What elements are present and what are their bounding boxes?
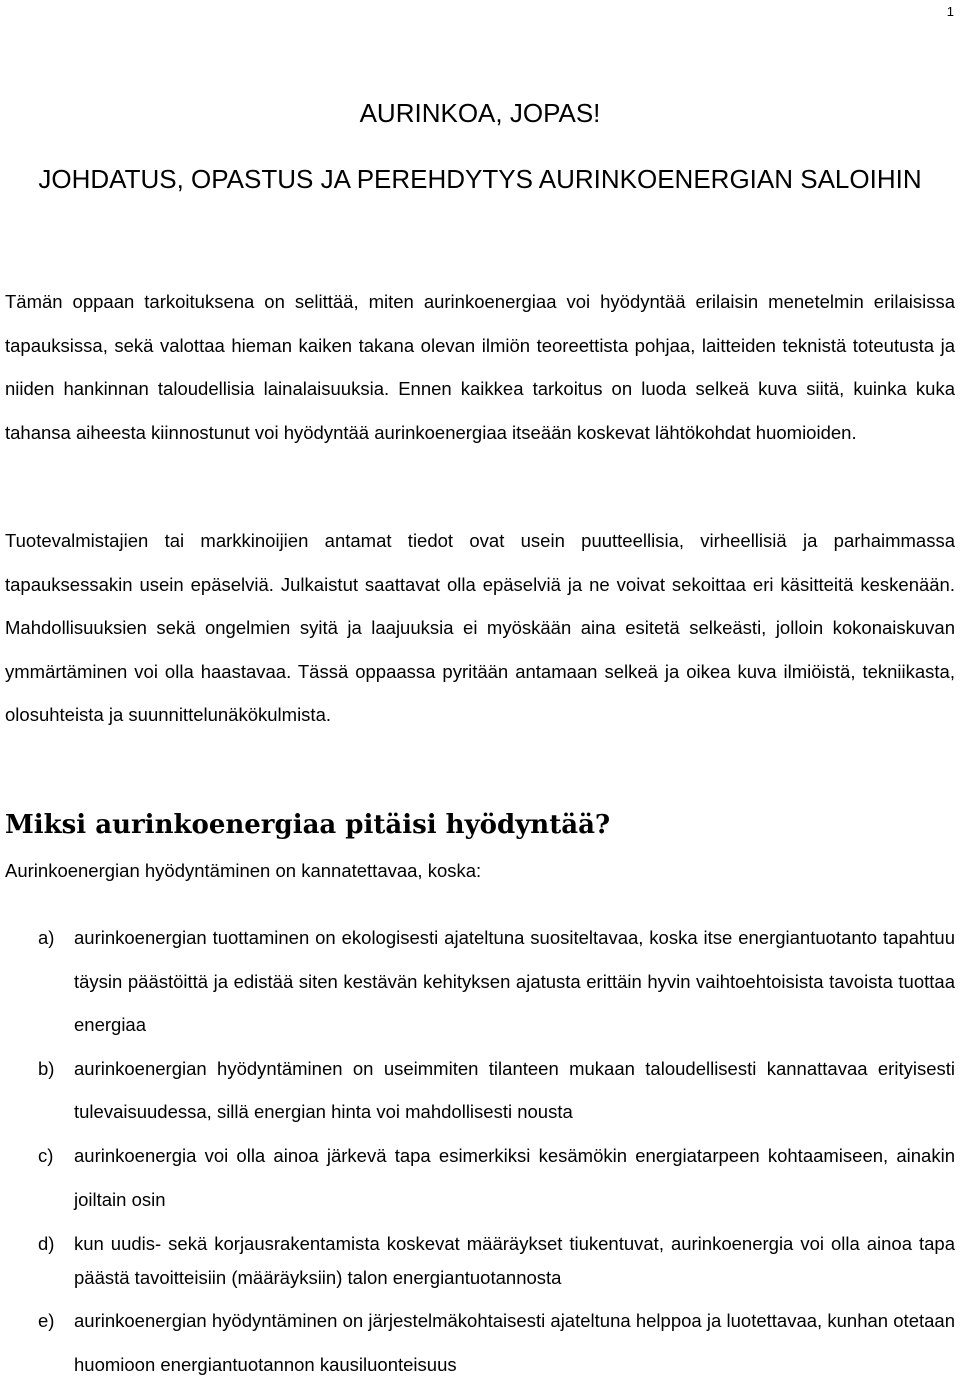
list-item [0,1134,960,1221]
reasons-list [0,916,960,1386]
list-item-text: aurinkoenergian hyödyntäminen on useimmiten tilanteen mukaan taloudellisesti kannattavaa erityisesti tulevaisuudessa, sillä energian hinta voi mahdollisesti nousta [74,1057,955,1123]
intro-paragraph: Tämän oppaan tarkoituksena on selittää, miten aurinkoenergiaa voi hyödyntää erilaisin menetelmin erilaisissa tapauksissa, sekä valottaa hieman kaiken takana olevan ilmiön teoreettista pohjaa, laitteiden teknistä toteutusta ja niiden hankinnan taloudellisia lainalaisuuksia. Ennen kaikkea tarkoitus on luoda selkeä kuva siitä, kuinka kuka tahansa aiheesta kiinnostunut voi hyödyntää aurinkoenergiaa itseään koskevat lähtökohdat huomioiden. [5,291,955,443]
list-item-text: aurinkoenergian hyödyntäminen on järjestelmäkohtaisesti ajateltuna helppoa ja luotettavaa, kunhan otetaan huomioon energiantuotannon kausiluonteisuus [74,1310,955,1375]
list-marker: d) [38,1233,55,1255]
list-item [0,916,960,1047]
document-subtitle: JOHDATUS, OPASTUS JA PEREHDYTYS AURINKOENERGIAN SALOIHIN [38,164,922,194]
lead-text: Aurinkoenergian hyödyntäminen on kannatettavaa, koska: [5,860,482,881]
list-marker: a) [38,927,55,948]
list-item [0,1299,960,1386]
list-marker: b) [38,1057,55,1079]
list-item [0,1227,960,1295]
list-item-text: kun uudis- sekä korjausrakentamista koskevat määräykset tiukentuvat, aurinkoenergia voi olla ainoa tapa päästä tavoitteisiin (määräyksiin) talon energiantuotannosta [74,1233,955,1289]
document-title: AURINKOA, JOPAS! [359,98,601,128]
section-heading: Miksi aurinkoenergiaa pitäisi hyödyntää? [5,810,611,840]
list-item-text: aurinkoenergian tuottaminen on ekologisesti ajateltuna suositeltavaa, koska itse energiantuotanto tapahtuu täysin päästöittä ja edistää siten kestävän kehityksen ajatusta erittäin hyvin vaihtoehtoisista tavoista tuottaa energiaa [74,927,955,1036]
list-item-text: aurinkoenergia voi olla ainoa järkevä tapa esimerkiksi kesämökin energiatarpeen kohtaamiseen, ainakin joiltain osin [74,1144,955,1210]
page-number: 1 [946,4,954,19]
list-item [0,1047,960,1134]
list-marker: e) [38,1310,55,1332]
list-marker: c) [38,1144,54,1166]
second-paragraph: Tuotevalmistajien tai markkinoijien antamat tiedot ovat usein puutteellisia, virheellisiä ja parhaimmassa tapauksessakin usein epäselviä. Julkaistut saattavat olla epäselviä ja ne voivat sekoittaa eri käsitteitä keskenään. Mahdollisuuksien sekä ongelmien syitä ja laajuuksia ei myöskään aina esitetä selkeästi, jolloin kokonaiskuvan ymmärtäminen voi olla haastavaa. Tässä oppaassa pyritään antamaan selkeä ja oikea kuva ilmiöistä, tekniikasta, olosuhteista ja suunnittelunäkökulmista. [5,530,955,726]
